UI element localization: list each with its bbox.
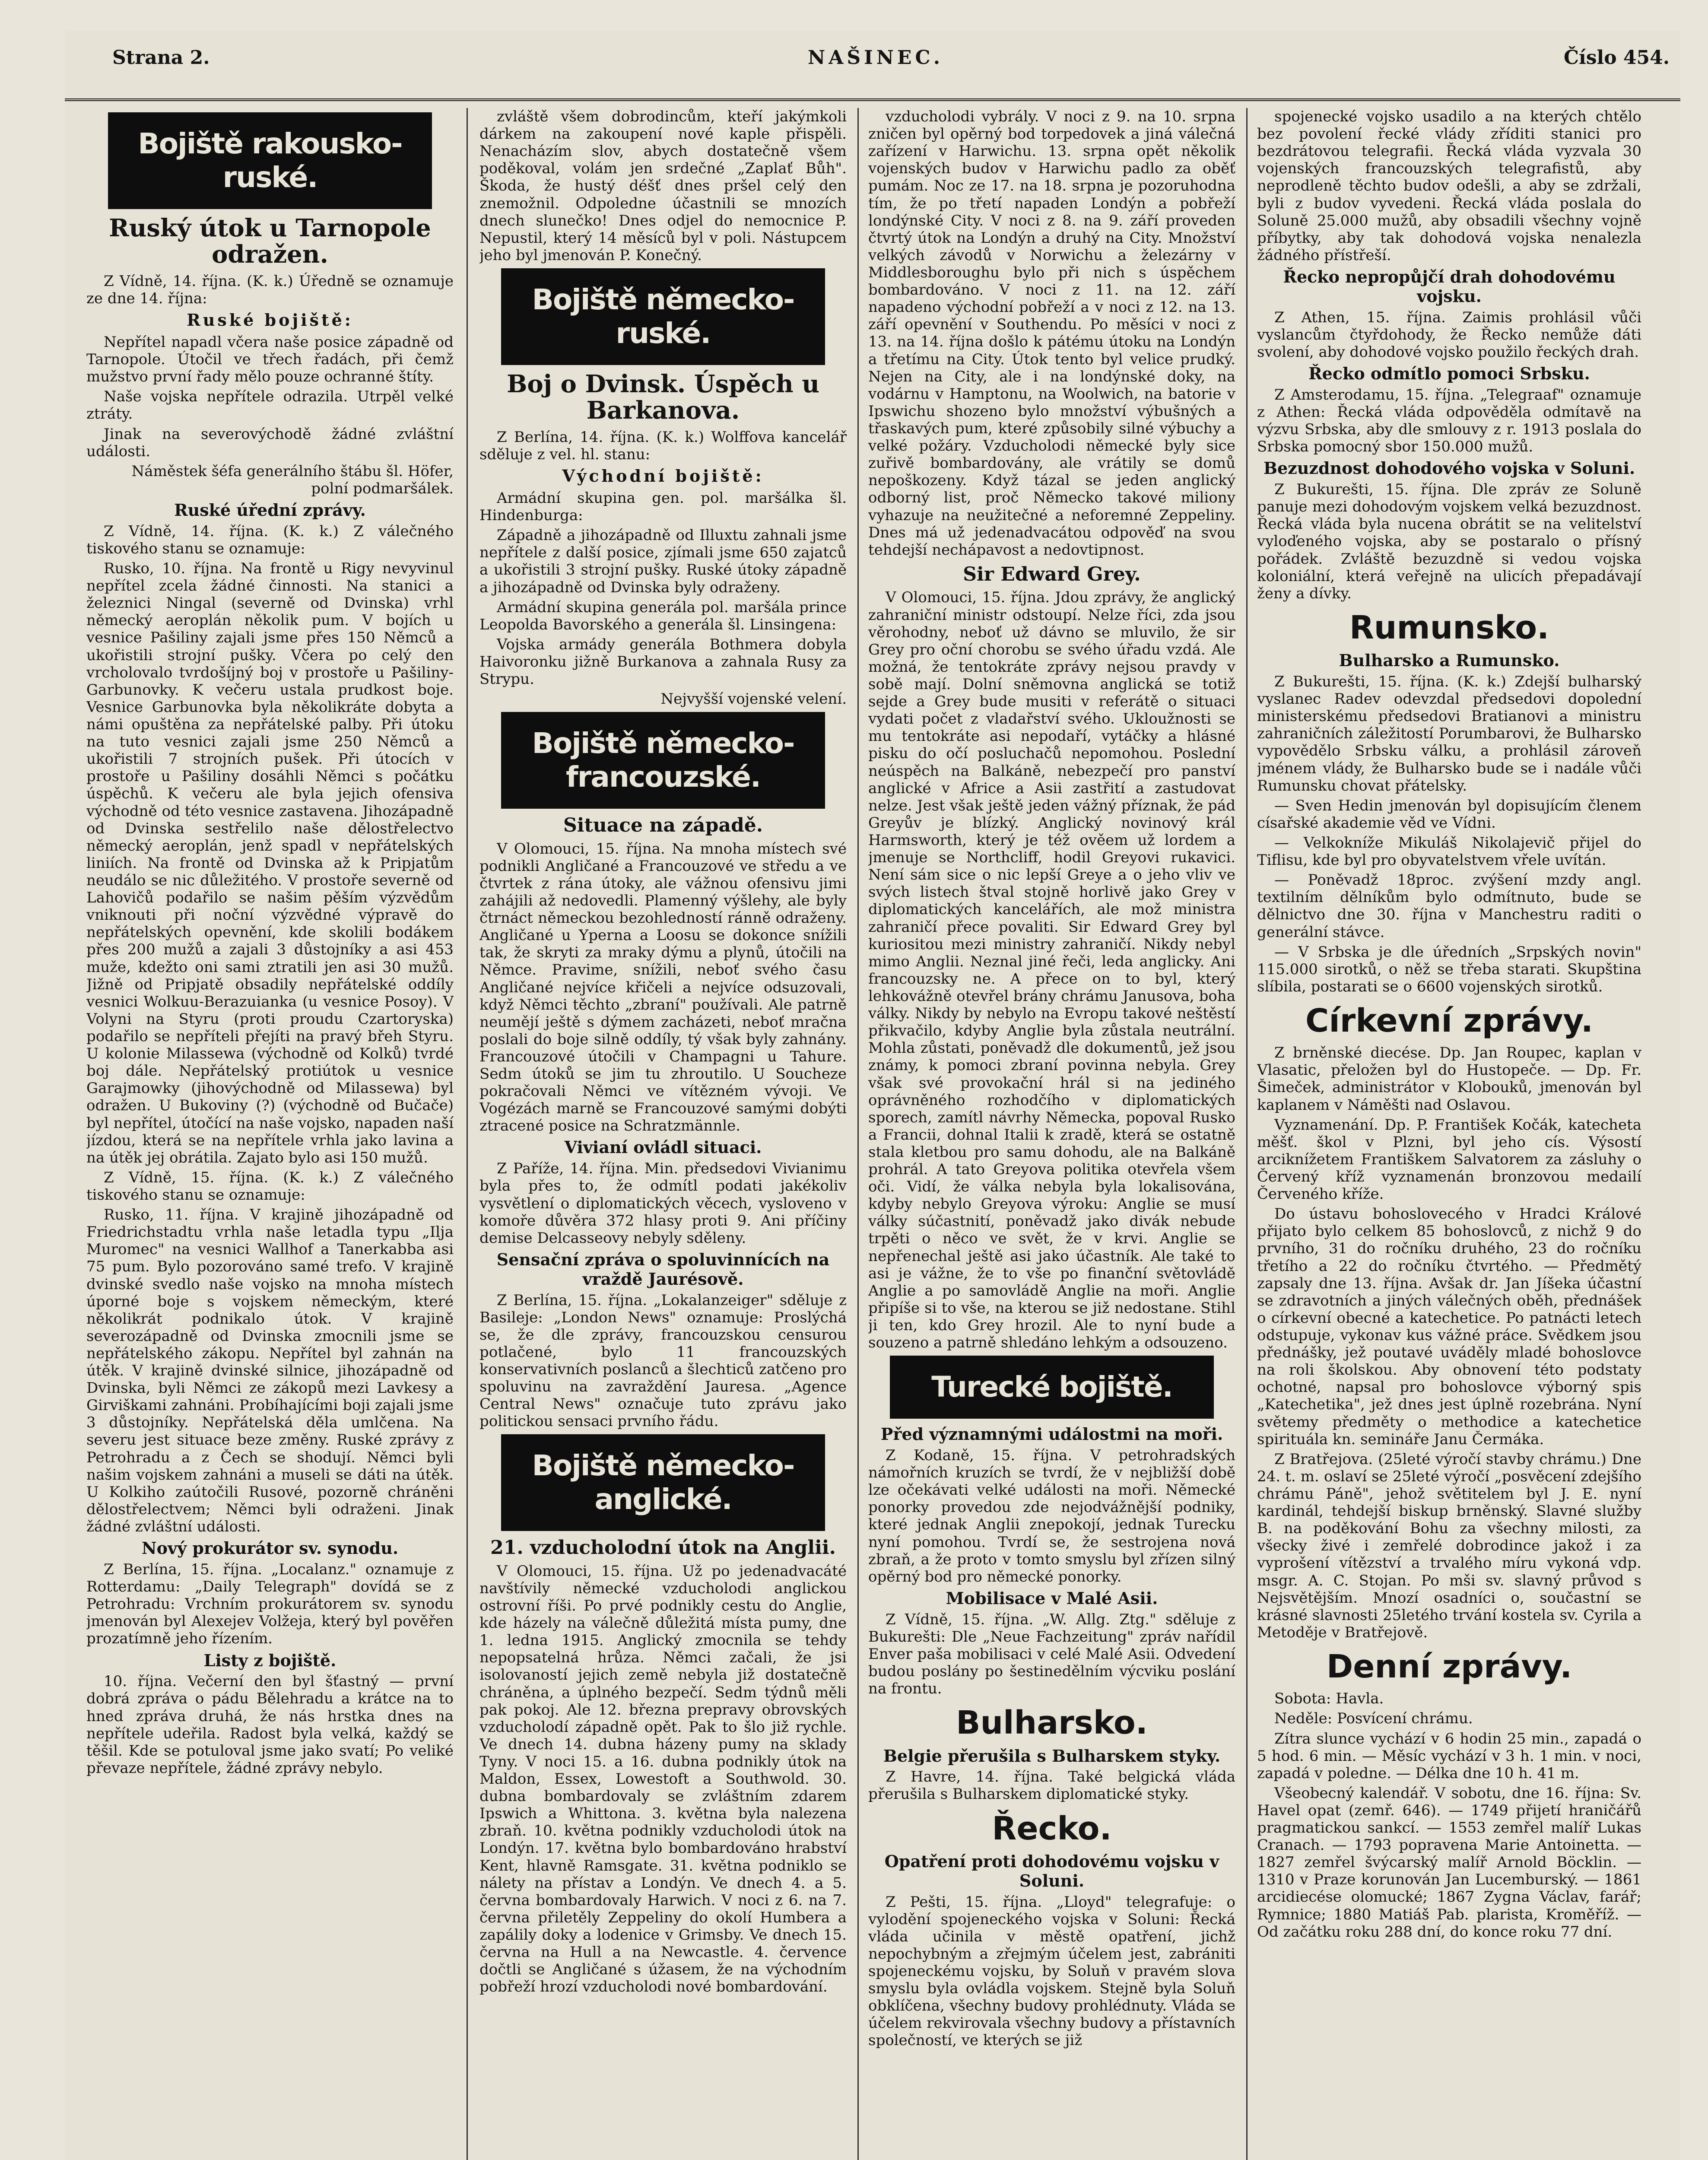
column-2 [479,108,847,2160]
article-paragraph: Z Pešti, 15. října. „Lloyd" telegrafuje: o vylodění spojeneckého vojska v Soluni: Řecká vláda učinila v městě opatření, jichž nepochybným a zřejmým účelem jest, zabrániti spojeneckému vojsku, by Soluň v pravém slova smyslu byla ovládla vojskem. Stejně byla Soluň obklíčena, všechny budovy prohlédnuty. Vláda se účelem rekvirovala všechny budovy a přístavních společností, ve kterých se již [868,1893,1235,2049]
dateline: Z Vídně, 14. října. (K. k.) Z válečného tiskového stanu se oznamuje: [86,522,454,557]
calendar-line: Sobota: Havla. [1274,1690,1384,1708]
article-paragraph: Jinak na severovýchodě žádné zvláštní události. [86,425,454,460]
article-paragraph: Z Vídně, 15. října. „W. Allg. Ztg." sděluje z Bukurešti: Dle „Neue Fachzeitung" zpráv nařídil Enver paša mobilisaci v celé Malé Asii. Odvedení budou poslány po šestinedělním výcviku poslání na frontu. [868,1610,1235,1698]
section-heading: Řecko. [992,1810,1112,1847]
article-paragraph: 10. října. Večerní den byl šťastný — první dobrá zpráva o pádu Bělehradu a krátce na to hned zpráva druhá, že nás hrstka dnes na nepřítele udeřila. Radost byla velká, každý se těšil. Kde se potuloval jsme jako svatí; Po veliké převaze nepřítele, žádné zprávy nebylo. [86,1673,454,1777]
header-rule [65,98,1680,101]
subheading: Řecko odmítlo pomoci Srbsku. [1308,363,1590,383]
article-paragraph: Z brněnské diecése. Dp. Jan Roupec, kaplan v Vlasatic, přeložen byl do Hustopeče. — Dp. Fr. Šimeček, administrátor v Klobouků, jmenován byl kaplanem v Náměšti nad Oslavou. [1257,1044,1641,1114]
article-paragraph: spojenecké vojsko usadilo a na kterých chtělo bez povolení řecké vlády zříditi stanici pro bezdrátovou telegrafii. Řecká vláda vyzvala 30 vojenských francouzských telegrafistů, aby neprodleně těchto budov odešli, a aby se zdržali, byli z budov vyvedeni. Řecká vláda poslala do Soluně 25.000 mužů, aby obsadili všechny vojně příbytky, aby tak dohodová vojska nenalezla žádného přístřeší. [1257,108,1641,264]
calendar-line: Všeobecný kalendář. V sobotu, dne 16. října: Sv. Havel opat (zemř. 646). — 1749 přijetí hraničářů pragmatickou sankcí. — 1553 zemřel malíř Lukas Cranach. — 1793 popravena Marie Antoinetta. — 1827 zemřel švýcarský malíř Arnold Böcklin. — 1310 v Praze korunován Jan Lucemburský. — 1861 arcidiecése olomucké; 1867 Zygna Václav, farář; Rymnice; 1880 Matiáš Pab. plarista, Kroměříž. — Od začátku roku 288 dní, do konce roku 77 dní. [1257,1784,1641,1941]
headline: Sir Edward Grey. [963,563,1141,585]
subheading: Belgie přerušila s Bulharskem styky. [883,1746,1221,1766]
headline: Boj o Dvinsk. Úspěch u Barkanova. [507,369,819,425]
subheading: Řecko nepropůjčí drah dohodovému vojsku. [1283,267,1616,306]
section-banner: Bojiště německo-anglické. [501,1434,825,1531]
article-paragraph: Z Bratřejova. (25leté výročí stavby chrámu.) Dne 24. t. m. oslaví se 25leté výročí „posvěcení zdejšího chrámu Páně", jehož světitelem byl J. E. nyní kardinál, tehdejší biskup brněnský. Slavné služby B. na poděkování Bohu za všechny milosti, za všecky živé i zemřelé dobrodince jakož i za vyprošení vítězství a trvalého míru vykoná vdp. msgr. A. C. Stojan. Po mši sv. slavný průvod s Nejsvětějším. Mnozí osadníci o, součastní se krásné slavnosti 25letého trvání kostela sv. Cyrila a Metoděje v Bratřejově. [1257,1450,1641,1641]
masthead-title: NAŠINEC. [808,47,944,69]
article-paragraph: Z Amsterodamu, 15. října. „Telegraaf" oznamuje z Athen: Řecká vláda odpověděla odmítavě na výzvu Srbska, aby dle smlouvy z r. 1913 poslala do Srbska pomocný sbor 150.000 mužů. [1257,386,1641,456]
article-paragraph: Z Athen, 15. října. Zaimis prohlásil vůči vyslancům čtyřdohody, že Řecko nemůže dáti svolení, aby dohodové vojsko použilo řeckých drah. [1257,308,1641,361]
article-paragraph: Armádní skupina generála pol. maršála prince Leopolda Bavorského a generála šl. Linsingena: [479,598,847,633]
column-3 [868,108,1235,2160]
subheading: Nový prokurátor sv. synodu. [141,1538,399,1558]
subheading: Ruské úřední zprávy. [174,500,366,520]
section-heading: Rumunsko. [1349,609,1549,646]
calendar-line: Zítra slunce vychází v 6 hodin 25 min., zapadá o 5 hod. 6 min. — Měsíc vychází v 3 h. 1 min. v noci, zapadá v poledne. — Délka dne 10 h. 41 m. [1257,1730,1641,1782]
article-paragraph: Naše vojska nepřítele odrazila. Utrpěl velké ztráty. [86,388,454,423]
article-paragraph: zvláště všem dobrodincům, kteří jakýmkoli dárkem na zakoupení nové kaple přispěli. Nenacházím slov, abych dostatečně všem poděkoval, volám jen srdečné „Zaplať Bůh". Škoda, že hustý déšť dnes pršel celý den znemožnil. Odpoledne účastnili se mnozích dnech slunečko! Dnes odjel do nemocnice P. Nepustil, který 14 měsíců byl v poli. Nástupcem jeho byl jmenován P. Konečný. [479,108,847,264]
dateline: Z Berlína, 14. října. (K. k.) Wolffova kancelář sděluje z vel. hl. stanu: [479,428,847,464]
column-4 [1257,108,1641,2160]
section-heading: Denní zprávy. [1326,1648,1572,1685]
article-paragraph: Rusko, 11. října. V krajině jihozápadně od Friedrichstadtu vrhla naše letadla typu „Ilja Muromec" na vesnici Wallhof a Tanerkabba asi 75 pum. Bylo pozorováno samé trefo. V krajině dvinské svedlo naše vojsko na mnoha místech úporné boje s vojskem německým, které několikrát podnikalo útok. V krajině severozápadně od Dvinska zmocnili jsme se nepřátelského zákopu. Nepřítel byl zahnán na útěk. V krajině dvinské silnice, jihozápadně od Dvinska, byli Němci ze zákopů mezi Lavkesy a Girviškami zahnáni. Probíhajícími boji zajali jsme 3 důstojníky. Nepřátelská děla umlčena. Na severu jest situace beze změny. Ruské zprávy z Petrohradu a z Čech se shodují. Němci byli našim vojskem zahnáni a museli se dáti na útěk. U Kolkiho zaútočili Rusové, pozorně chráněni dělostřelectvem; Němci byli odraženi. Jinak žádné zvláštní události. [86,1206,454,1536]
article-paragraph: Z Kodaně, 15. října. V petrohradských námořních kruzích se tvrdí, že v nejbližší době lze očekávati velké události na moři. Německé ponorky provedou zde nejodvážnější podniky, které jednak Anglii znepokojí, jednak Turecku nyní pomohou. Tvrdí se, že sestrojena nová zbraň, a že proto v tomto smyslu byl zřízen silný opěrný bod pro německé ponorky. [868,1446,1235,1585]
news-item: — Velkokníže Mikuláš Nikolajevič přijel do Tiflisu, kde byl pro obyvatelstvem vřele uvítán. [1257,834,1641,869]
article-paragraph: Vyznamenání. Dp. P. František Kočák, katecheta měšť. škol v Plzni, byl jeho cís. Výsostí arciknížetem Františkem Salvatorem za zásluhy o Červený kříž vyznamenán bronzovou medailí Červeného kříže. [1257,1116,1641,1203]
subheading: Ruské bojiště: [187,310,353,330]
article-paragraph: Západně a jihozápadně od Illuxtu zahnali jsme nepřítele z další posice, zjímali jsme 650 zajatců a ukořistili 3 strojní pušky. Ruské útoky západně a jihozápadně od Dvinska byly odraženy. [479,527,847,596]
headline: Situace na západě. [563,814,763,837]
subheading: Východní bojiště: [562,466,764,486]
article-paragraph: V Olomouci, 15. října. Už po jedenadvacáté navštívily německé vzducholodi anglickou ostrovní říši. Po prvé podnikly cestu do Anglie, kde házely na válečně důležitá místa pumy, dne 1. ledna 1915. Anglický zmocnila se tehdy nepopsatelná hrůza. Němci začali, že jsi isolovaností jejich země nebyla již dostatečně chráněna, a úplného bezpečí. Sedm týdnů měli pak pokoj. Ale 12. března prepravy obrovských vzducholodí západně opět. Pak to šlo již rychle. Ve dnech 14. dubna házeny pumy na sklady Tyny. V noci 15. a 16. dubna podnikly útok na Maldon, Essex, Lowestoft a Southwold. 30. dubna bombardovaly se zvláštním zdarem Ipswich a Whittona. 3. května byla nalezena zbraň. 10. května podnikly vzducholodi útok na Londýn. 17. května bylo bombardováno hrabství Kent, hlavně Ramsgate. 31. května podniklo se nálety na přístav a Londýn. Ve dnech 4. a 5. června bombardovaly Harwich. V noci z 6. na 7. června přiletěly Zeppeliny do okolí Humbera a zapálily doky a lodenice v Grimsby. Ve dnech 15. června na Hull a na Newcastle. 4. července dočtli se Angličané s úžasem, že na východním pobřeží hrozí vzducholodi nové bombardování. [479,1562,847,1996]
section-banner: Bojiště německo-ruské. [501,268,825,365]
calendar-line: Neděle: Posvícení chrámu. [1274,1710,1473,1728]
section-banner: Bojiště rakousko-ruské. [108,112,432,209]
section-banner: Bojiště německo-francouzské. [501,712,825,809]
section-heading: Bulharsko. [956,1704,1148,1742]
dateline: Z Vídně, 15. října. (K. k.) Z válečného tiskového stanu se oznamuje: [86,1169,454,1204]
article-paragraph: Rusko, 10. října. Na frontě u Rigy nevyvinul nepřítel zcela žádné činnosti. Na stanici a železnici Ningal (severně od Dvinska) vrhl německý aeroplán několik pum. V bojích u vesnice Pašiliny zajali jsme přes 150 Němců a ukořistili strojní pušky. Včera po celý den vrcholovalo tvrdošíjný boj v prostoře u Pašiliny-Garbunovky. K večeru ustala prudkost boje. Vesnice Garbunovka byla několikráte dobyta a námi opuštěna za nepřátelské palby. Při útoku na tuto vesnici zajali jsme 250 Němců a ukořistili 7 strojních pušek. Při útocích v prostoře u Pašiliny dosáhli Němci s počátku úspěchů. K večeru ale byla jejich ofensiva východně od této vesnice zastavena. Jihozápadně od Dvinska sestřelilo naše dělostřelectvo německý aeroplán, jenž spadl v nepřátelských liniích. Na frontě od Dvinska až k Pripjatům neudálo se nic důležitého. V prostoře severně od Lahovičů podařilo se našim pěším výzvědům vniknouti při noční výzvědné výpravě do nepřátelských opevnění, kde skolili bodákem přes 200 mužů a zajali 3 důstojníky a asi 453 muže, kdežto oni sami ztratili jen asi 30 mužů. Jižně od Pripjatě obsadily nepřátelské oddíly vesnici Wolkuu-Berazuianka (u vesnice Posoy). V Volyni na Styru (proti proudu Czartoryska) podařilo se nepříteli přejíti na pravý břeh Styru. U kolonie Milassewa (východně od Kolků) tvrdé boj dále. Nepřátelský protiútok u vesnice Garajmowky (jihovýchodně od Milassewa) byl odražen. U Bukoviny (?) (východně od Bučače) byl nepřítel, útočící na naše vojsko, napaden naší jízdou, která se na nepřítele vrhla jako lavina a na útěk jej obrátila. Zajato bylo asi 150 mužů. [86,560,454,1166]
subheading: Mobilisace v Malé Asii. [946,1588,1158,1608]
article-paragraph: Z Berlína, 15. října. „Localanz." oznamuje z Rotterdamu: „Daily Telegraph" dovídá se z Petrohradu: Vrchním prokurátorem sv. synodu jmenován byl Alexejev Volžeja, který byl pověřen prozatímně jeho řízením. [86,1560,454,1648]
headline: Ruský útok u Tarnopole odražen. [109,213,431,269]
page-header [65,39,1680,86]
section-heading: Církevní zprávy. [1305,1002,1593,1039]
article-paragraph: Armádní skupina gen. pol. maršálka šl. Hindenburga: [479,489,847,524]
news-item: — Sven Hedin jmenován byl dopisujícím členem císařské akademie věd ve Vídni. [1257,797,1641,832]
section-banner: Turecké bojiště. [890,1356,1214,1419]
signature: Náměstek šéfa generálního štábu šl. Höfer, polní podmaršálek. [131,462,454,497]
subheading: Opatření proti dohodovému vojsku v Soluni. [884,1851,1219,1890]
issue-number: Číslo 454. [1564,47,1670,69]
article-paragraph: Z Havre, 14. října. Také belgická vláda přerušila s Bulharskem diplomatické styky. [868,1768,1235,1803]
article-paragraph: Z Bukurešti, 15. října. Dle zpráv ze Soluně panuje mezi dohodovým vojskem velká bezuzdnost. Řecká vláda byla nucena obrátit se na velitelství vyloďeného vojska, aby se postaralo o přísný pořádek. Zvláště bezuzdně si vedou vojska koloniální, která veřejně na ulicích přepadávají ženy a dívky. [1257,481,1641,602]
article-paragraph: vzducholodi vybrály. V noci z 9. na 10. srpna zničen byl opěrný bod torpedovek a jiná válečná zařízení v Harwichu. 13. srpna opět několik vojenských budov v Harwichu padlo za oběť pumám. Noc ze 17. na 18. srpna je pozoruhodna tím, že po třetí napaden Londýn a pobřeží londýnské City. V noci z 8. na 9. září proveden čtvrtý útok na Londýn a druhý na City. Množství velkých závodů v Norwichu a železárny v Middlesboroughu bylo při nich s úspěchem bombardováno. V noci z 11. na 12. září napadeno východní pobřeží a v noci z 12. na 13. září opevnění v Southendu. Po měsíci v noci z 13. na 14. října došlo k pátému útoku na Londýn a třetímu na City. Útok tento byl velice prudký. Nejen na City, ale i na londýnské doky, na vodárnu v Hamptonu, na Woolwich, na batorie v Ipswichu shozeno bylo množství výbušných a třaskavých pum, které způsobily silné výbuchy a velké požáry. Vzducholodi německé byly sice zuřivě bombardovány, ale vrátily se domů nepoškozeny. Když tázal se jeden anglický odborný list, proč Německo takové miliony vyhazuje na neužitečné a neforemné Zeppeliny. Dnes má už jedenadvacátou odpověď na svou tehdejší nechápavost a nedovtipnost. [868,108,1235,559]
column-rule [467,108,468,2160]
article-paragraph: V Olomouci, 15. října. Jdou zprávy, že anglický zahraniční ministr odstoupí. Nelze říci, zda jsou věrohodny, neboť už dávno se mluvilo, že sir Grey pro oční chorobu se svého úřadu vzdá. Ale možná, že tentokráte zprávy nejsou pravdy v sobě mají. Dolní sněmovna anglická se totiž sejde a Grey bude musiti v referátě o situaci vydati počet z vladařství svého. Ukloužnosti se mu tentokráte asi nepodaří, vytáčky a hlásné pisku do očí posluchačů nepomohou. Poslední neúspěch na Balkáně, nebezpečí pro panství anglické v Africe a Asii zastřití a zastudovat nelze. Jest však ještě jeden vážný příznak, že pád Greyův je blízký. Anglický novinový král Harmsworth, který je též ověem už lordem a jmenuje se Northcliff, hodil Greyovi rukavici. Není sám sice o nic lepší Greye a o jeho vliv ve svých listech štval stojně horlivě jako Grey v diplomatických kancelářích, ale mož ministra zahraničí přece povaliti. Sir Edward Grey byl kuriositou mezi ministry zahraničí. Nikdy nebyl mimo Anglii. Neznal jiné řeči, leda anglicky. Ani francouzsky ne. A přece on to byl, který lehkovážně otevřel brány chrámu Janusova, boha války. Nikdy by nebylo na Evropu takové neštěstí přikvačilo, kdyby Anglie byla zůstala neutrální. Mohla zůstati, poněvadž dle dokumentů, jež jsou známy, k pomoci zbraní povinna nebyla. Grey však své provokační hrál si na jediného oprávněného rozhodčího v diplomatických sporech, zamítl návrhy Německa, popoval Rusko a Francii, dohnal Italii k zradě, která se ostatně stala kletbou pro samu dohodu, ale na Balkáně prohrál. A tato Greyova politika otevřela všem oči. Vidí, že válka nebyla byla lokalisována, kdyby nebylo Greyova výroku: Anglie se musí války súčastnití, poněvadž jako divák nebude trpěti o něco ve svět, že v krvi. Anglie se nepřenechal ještě asi jako účastník. Ale také to asi je vážne, že to vše po finanční světovládě Anglie a po samovládě Anglie na moři. Anglie připíše si to vše, na kterou se již nedostane. Stihl ji ten, kdo Grey hrozil. Ale to nyní bude a souzeno a patrně shledáno lehkým a odsouzeno. [868,589,1235,1352]
page-number: Strana 2. [112,47,210,69]
article-paragraph: Z Bukurešti, 15. října. (K. k.) Zdejší bulharský vyslanec Radev odevzdal předsedovi dopolední ministerskému předsedovi Bratianovi a ministru zahraničních záležitostí Porumbarovi, že Bulharsko vypovědělo Srbsku válku, a prohlásil zároveň jménem vlády, že Bulharsko bude se i nadále vůči Rumunsku chovat přátelsky. [1257,673,1641,794]
subheading: Bezuzdnost dohodového vojska v Soluni. [1263,458,1635,478]
subheading: Vivianí ovládl situaci. [564,1137,762,1157]
dateline: Z Vídně, 14. října. (K. k.) Úředně se oznamuje ze dne 14. října: [86,272,454,308]
article-paragraph: V Olomouci, 15. října. Na mnoha místech své podnikli Angličané a Francouzové ve středu a ve čtvrtek z rána útoky, ale vážnou ofensivu jimi zahájili až nedovedli. Plamenný výšlehy, ale byly čtrnáct německou bezohledností ránně odraženy. Angličané u Yperna a Loosu se dokonce snížili tak, že skryti za mraky dýmu a plynů, útočili na Němce. Pravime, snížili, neboť svého času Angličané nejvíce křičeli a nejvíce odsuzovali, když Němci těchto „zbraní" používali. Ale patrně neumějí ještě s dýmem zacházeti, neboť mračna poslali do boje silně oddíly, tý však byly zahnány. Francouzové útočili v Champagni u Tahure. Sedm útoků se jim tu zhroutilo. U Soucheze pokračovali Němci ve vítězném vývoji. Ve Vogézách marně se Francouzové samými dobýti ztracené posice na Schratzmännle. [479,840,847,1135]
article-paragraph: Vojska armády generála Bothmera dobyla Haivoronku jižně Burkanova a zahnala Rusy za Strypu. [479,635,847,688]
column-1 [86,108,454,2160]
subheading: Listy z bojiště. [203,1650,337,1670]
subheading: Sensační zpráva o spoluvinnících na vraždě Jaurésově. [496,1249,830,1289]
news-item: — V Srbska je dle úředních „Srpských novin" 115.000 sirotků, o něž se třeba starati. Skupština slíbila, postarati se o 6600 vojenských sirotků. [1257,943,1641,995]
article-paragraph: Z Berlína, 15. října. „Lokalanzeiger" sděluje z Basileje: „London News" oznamuje: Proslýchá se, že dle zprávy, francouzskou censurou potlačené, bylo 11 francouzských konservativních poslanců a šlechticů zatčeno pro spoluvinu na zavraždění Jauresa. „Agence Central News" označuje tuto zprávu jako politickou sensaci prvního řádu. [479,1291,847,1430]
news-item: — Poněvadž 18proc. zvýšení mzdy angl. textilním dělníkům bylo odmítnuto, bude se dělnictvo dne 30. října v Manchestru raditi o generální stávce. [1257,871,1641,941]
column-rule [1246,108,1248,2160]
article-paragraph: Nepřítel napadl včera naše posice západně od Tarnopole. Útočil ve třech řadách, při čemž mužstvo první řady mělo pouze ochranné štíty. [86,333,454,386]
article-paragraph: Do ústavu bohoslovecého v Hradci Králové přijato bylo celkem 85 bohoslovců, z nichž 9 do prvního, 31 do ročníku druhého, 23 do ročníku třetího a 22 do ročníku čtvrtého. — Předmětý zapsaly dne 13. října. Avšak dr. Jan Jíšeka účastní se zdravotních a jiných válečných oběh, přednášek o církevní obecné a katechetice. Po patnácti letech odstupuje, vykonav kus vážné práce. Svědkem jsou přednášky, jež poutavé uváděly mladé bohoslovce na roli školskou. Aby obnovení této podstaty ochotné, napsal pro bohoslovce výborný spis „Katechetika", jež dnes jest úplně rozebrána. Nyní světemy předměty o methodice a katechetice spirituála kn. semináře Janu Čermáka. [1257,1205,1641,1448]
headline: 21. vzducholodní útok na Anglii. [490,1537,836,1559]
column-rule [857,108,859,2160]
subheading: Před významnými událostmi na moři. [880,1424,1223,1444]
article-paragraph: Z Paříže, 14. října. Min. předsedovi Vivianimu byla přes to, že odmítl podati jakékoliv vysvětlení o diplomatických věcech, vysloveno v komoře důvěra 372 hlasy proti 9. Ani příčiny demise Delcasseovy nebyly sděleny. [479,1160,847,1247]
subheading: Bulharsko a Rumunsko. [1339,651,1560,670]
signature: Nejvyšší vojenské velení. [660,690,847,708]
